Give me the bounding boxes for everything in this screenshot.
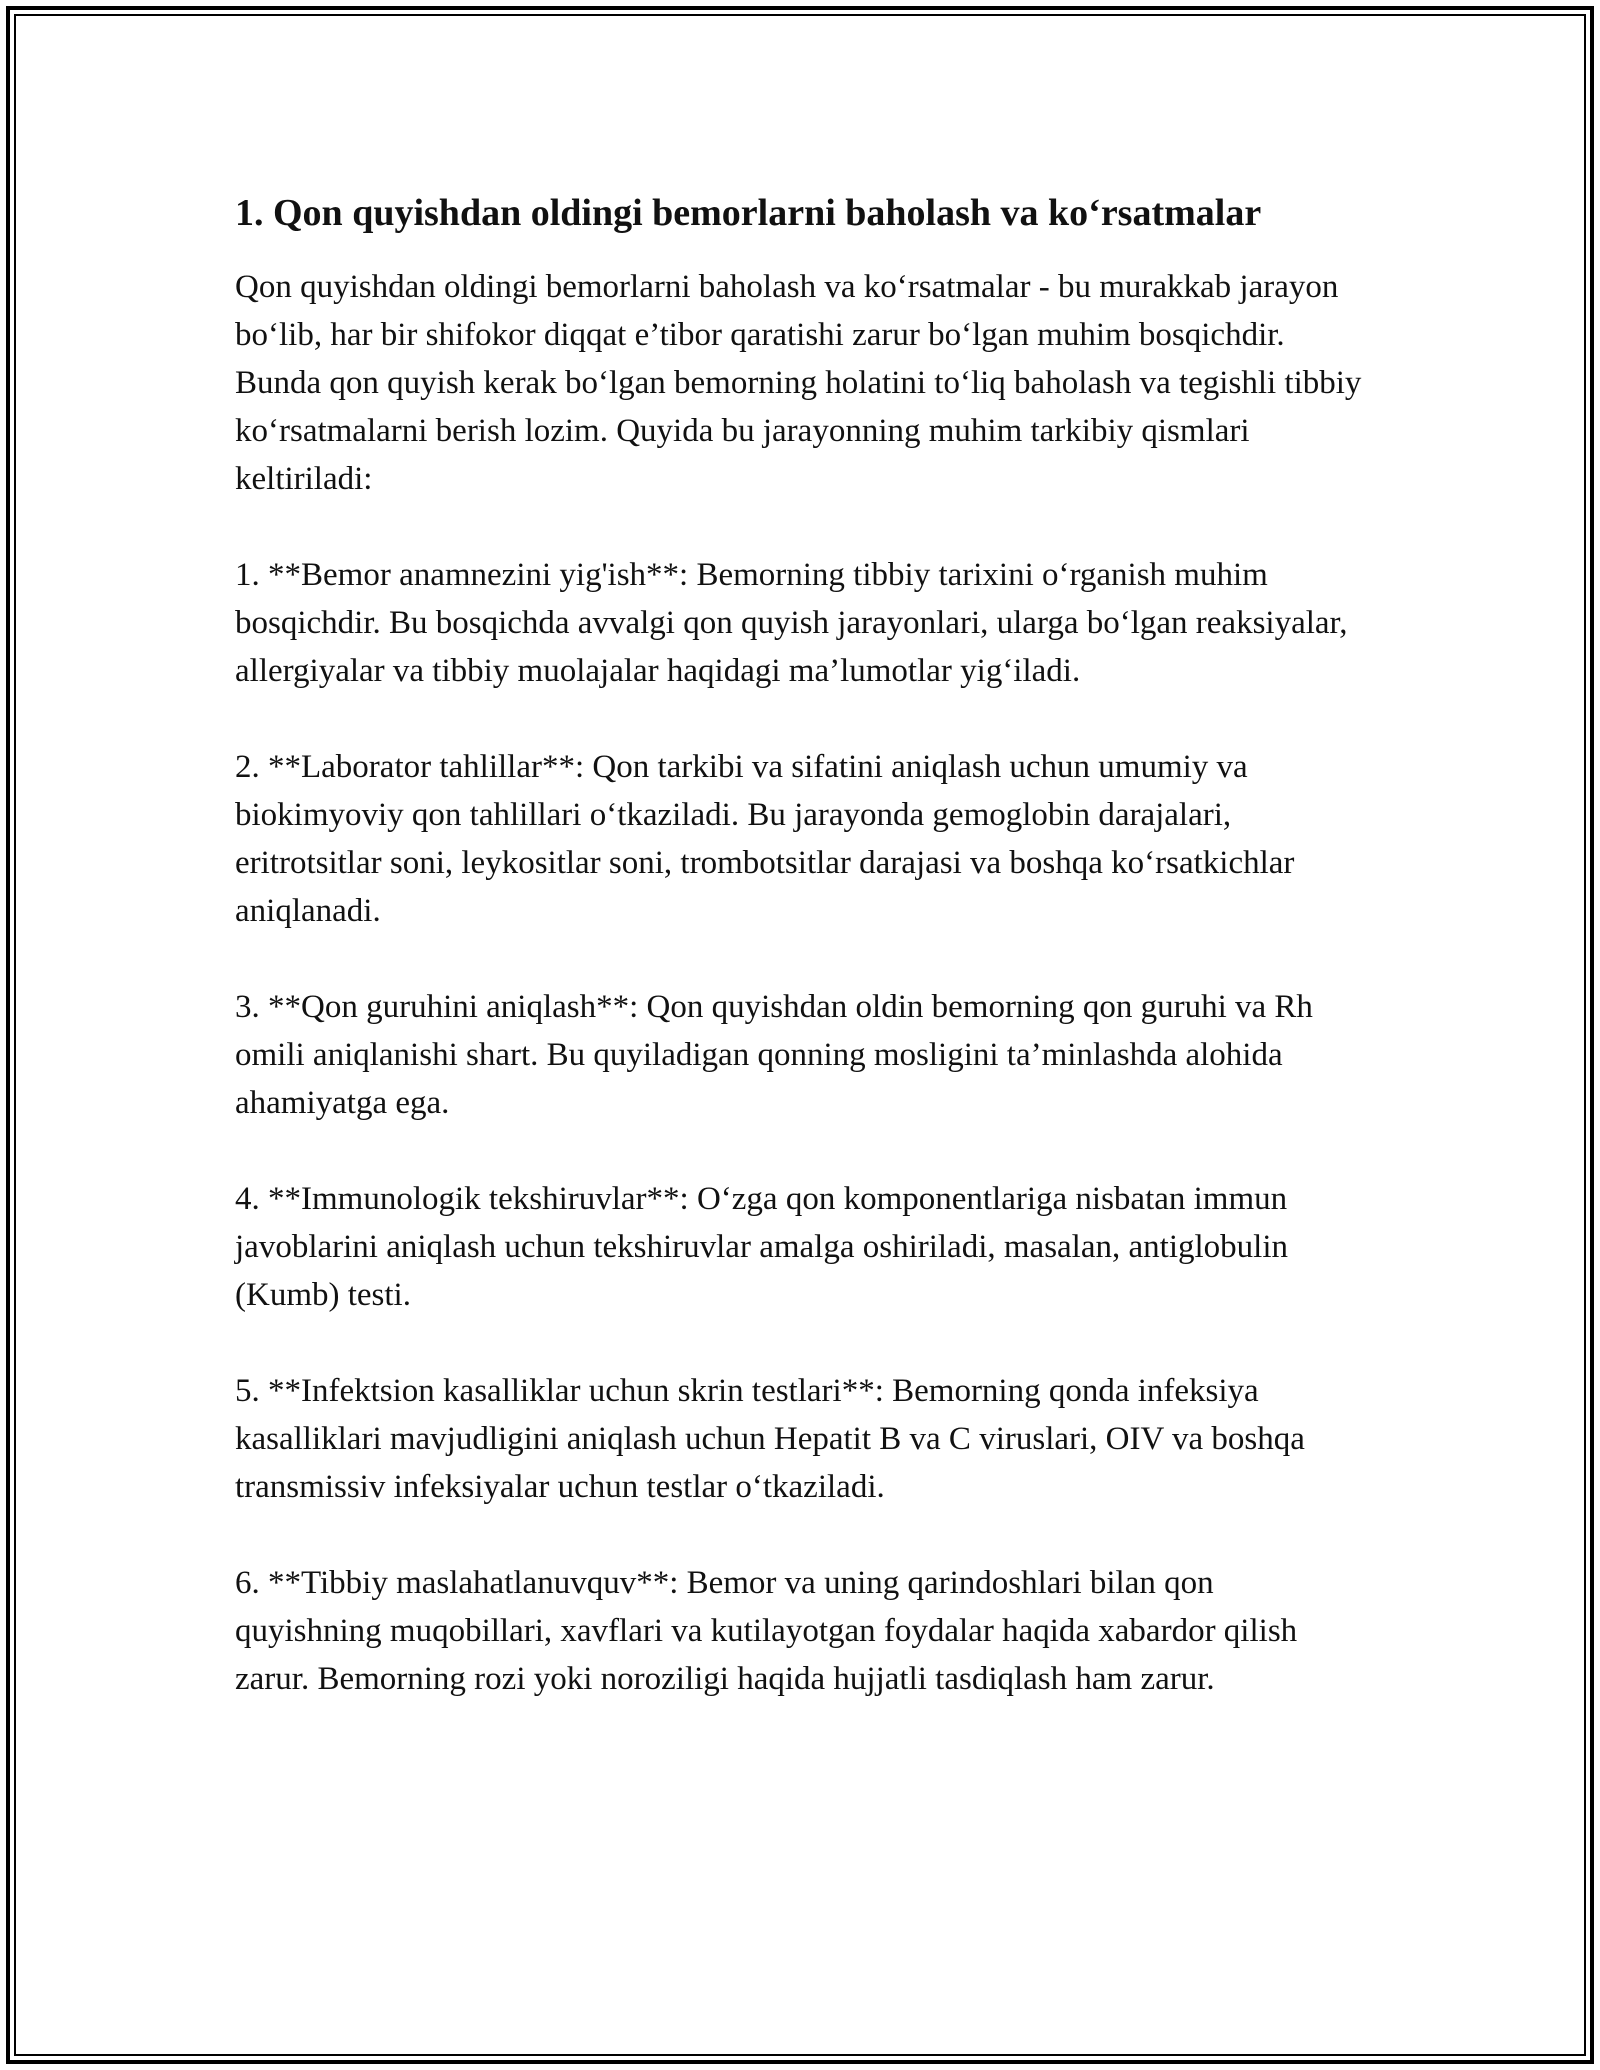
intro-paragraph: Qon quyishdan oldingi bemorlarni baholash va ko‘rsatmalar - bu murakkab jarayon bo‘lib, har bir shifokor diqqat e’tibor qaratishi zarur bo‘lgan muhim bosqichdir. Bunda qon quyish kerak bo‘lgan bemorning holatini to‘liq baholash va tegishli tibbiy ko‘rsatmalarni berish lozim. Quyida bu jarayonning muhim tarkibiy qismlari keltiriladi: (235, 269, 1362, 497)
document-body (235, 186, 1365, 1751)
list-item-medical-counseling: 6. **Tibbiy maslahatlanuvquv**: Bemor va uning qarindoshlari bilan qon quyishning muqobillari, xavflari va kutilayotgan foydalar haqida xabardor qilish zarur. Bemorning rozi yoki noroziligi haqida hujjatli tasdiqlash ham zarur. (235, 1565, 1298, 1697)
section-heading: 1. Qon quyishdan oldingi bemorlarni baholash va ko‘rsatmalar (235, 192, 1262, 234)
list-item-infection-screening: 5. **Infektsion kasalliklar uchun skrin testlari**: Bemorning qonda infeksiya kasalliklari mavjudligini aniqlash uchun Hepatit B va C viruslari, OIV va boshqa transmissiv infeksiyalar uchun testlar o‘tkaziladi. (235, 1373, 1305, 1505)
list-item-blood-group: 3. **Qon guruhini aniqlash**: Qon quyishdan oldin bemorning qon guruhi va Rh omili aniqlanishi shart. Bu quyiladigan qonning mosligini ta’minlashda alohida ahamiyatga ega. (235, 989, 1313, 1121)
list-item-anamnesis: 1. **Bemor anamnezini yig'ish**: Bemorning tibbiy tarixini o‘rganish muhim bosqichdir. Bu bosqichda avvalgi qon quyish jarayonlari, ularga bo‘lgan reaksiyalar, allergiyalar va tibbiy muolajalar haqidagi ma’lumotlar yig‘iladi. (235, 557, 1348, 689)
list-item-lab-tests: 2. **Laborator tahlillar**: Qon tarkibi va sifatini aniqlash uchun umumiy va biokimyoviy qon tahlillari o‘tkaziladi. Bu jarayonda gemoglobin darajalari, eritrotsitlar soni, leykositlar soni, trombotsitlar darajasi va boshqa ko‘rsatkichlar aniqlanadi. (235, 749, 1295, 929)
list-item-immunology: 4. **Immunologik tekshiruvlar**: O‘zga qon komponentlariga nisbatan immun javoblarini aniqlash uchun tekshiruvlar amalga oshiriladi, masalan, antiglobulin (Kumb) testi. (235, 1181, 1288, 1313)
